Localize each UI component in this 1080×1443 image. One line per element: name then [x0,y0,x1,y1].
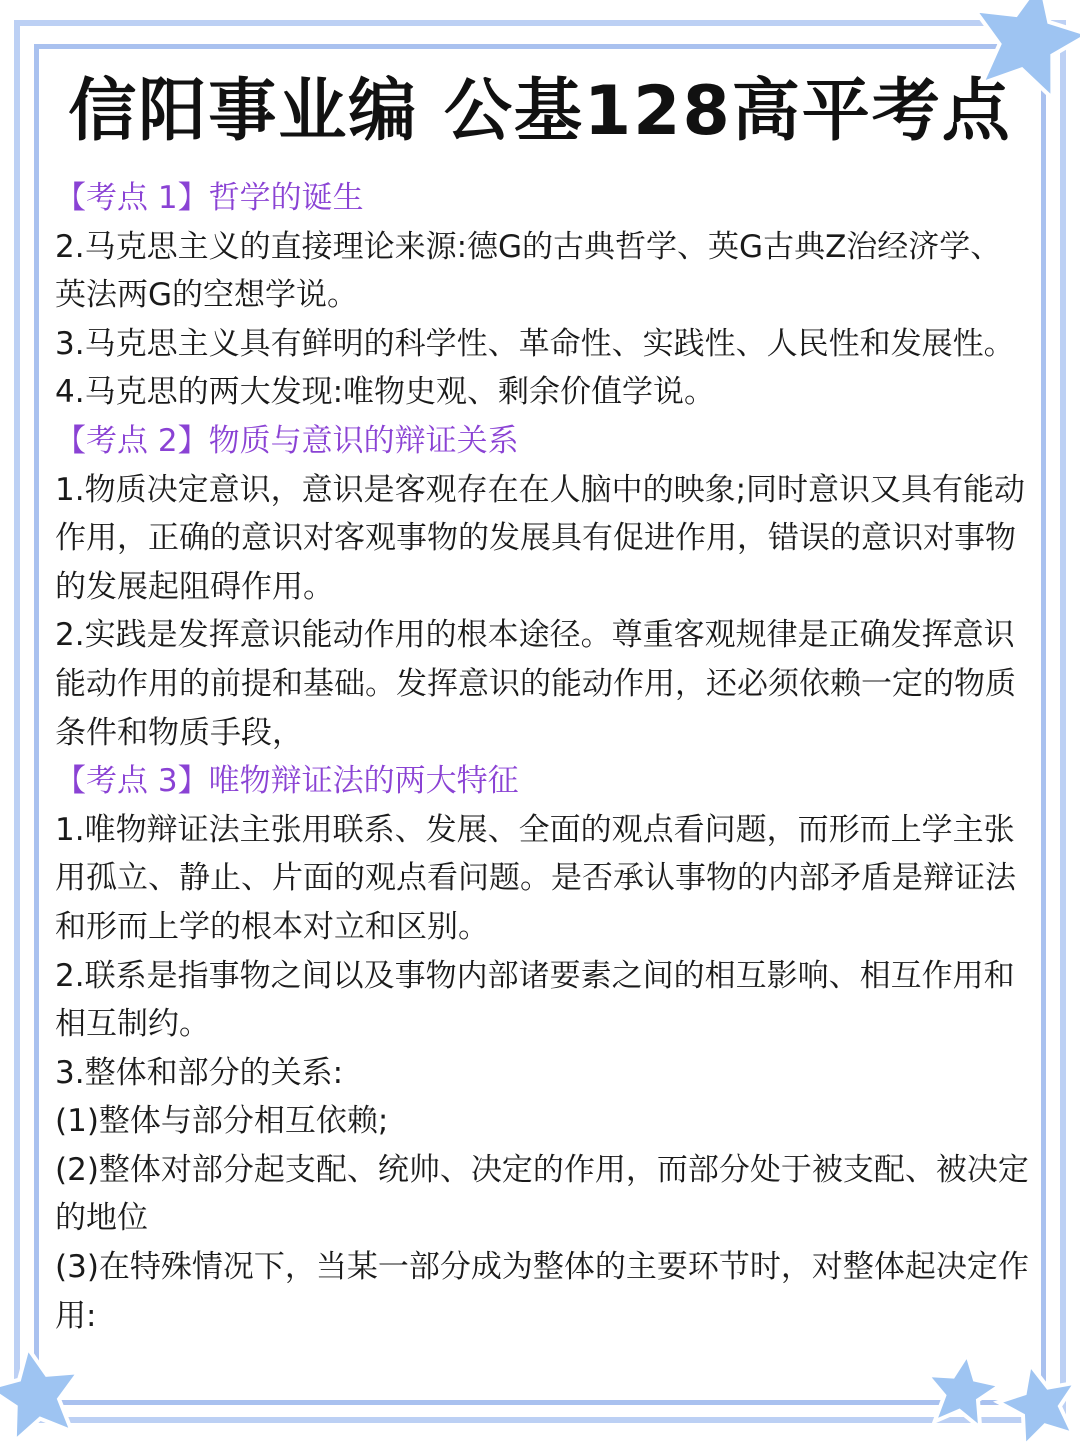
page-title: 信阳事业编 公基128高平考点 [68,72,1012,151]
section-heading: 【考点 1】哲学的诞生 [55,180,364,216]
section-heading: 【考点 3】唯物辩证法的两大特征 [55,763,519,800]
list-item: 2.马克思主义的直接理论来源:德G的古典哲学、英G古典Z治经济学、英法两G的空想学说。 [55,228,1002,314]
content-body [55,174,1030,1340]
list-item: 4.马克思的两大发现:唯物史观、剩余价值学说。 [55,374,716,411]
list-item: 3.马克思主义具有鲜明的科学性、革命性、实践性、人民性和发展性。 [55,325,1015,362]
list-item: 2.联系是指事物之间以及事物内部诸要素之间的相互影响、相互作用和相互制约。 [55,957,1015,1043]
list-item: (3)在特殊情况下，当某一部分成为整体的主要环节时，对整体起决定作用: [55,1249,1029,1334]
list-item: 3.整体和部分的关系: [55,1054,344,1091]
section-heading: 【考点 2】物质与意识的辩证关系 [55,422,519,459]
list-item: 1.唯物辩证法主张用联系、发展、全面的观点看问题，而形而上学主张用孤立、静止、片面的观点看问题。是否承认事物的内部矛盾是辩证法和形而上学的根本对立和区别。 [55,811,1016,945]
list-item: (2)整体对部分起支配、统帅、决定的作用，而部分处于被支配、被决定的地位 [55,1151,1029,1237]
list-item: 2.实践是发挥意识能动作用的根本途径。尊重客观规律是正确发挥意识能动作用的前提和基础。发挥意识的能动作用，还必须依赖一定的物质条件和物质手段， [55,617,1016,751]
list-item: (1)整体与部分相互依赖; [55,1103,389,1140]
list-item: 1.物质决定意识，意识是客观存在在人脑中的映象;同时意识又具有能动作用，正确的意识对客观事物的发展具有促进作用，错误的意识对事物的发展起阻碍作用。 [55,471,1026,605]
